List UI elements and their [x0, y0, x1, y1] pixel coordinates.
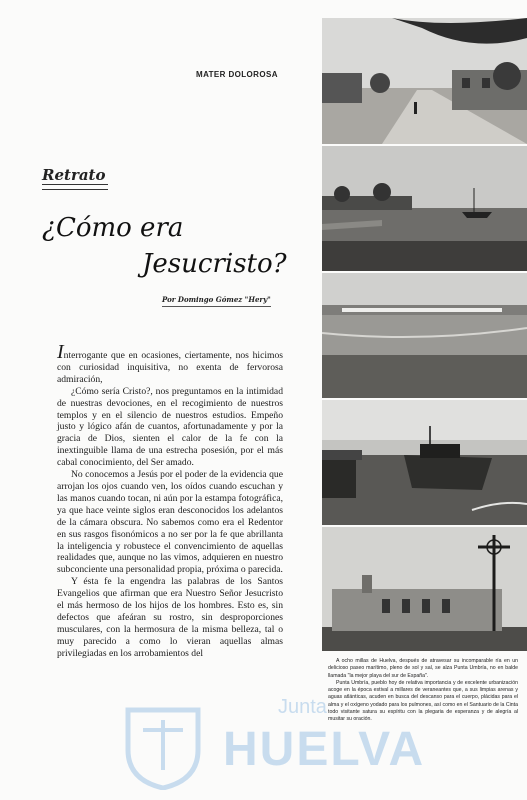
title-line-2: Jesucristo? — [142, 249, 287, 279]
title-line-1: ¿Cómo era — [42, 213, 184, 243]
paragraph-2: ¿Cómo sería Cristo?, nos preguntamos en la intimidad de nuestras devociones, en el recogimiento de nuestros templos y en el silencio de nuestros estudios. Empeño justo y lógico afán de cuantos, afortunadamente y por la gracia de Dios, sienten el calor de la fe con la inextinguible llama de una estrecha posesión, por el más cabal conocimiento, del Ser amado. — [57, 385, 283, 469]
caption-paragraph-2: Punta Umbría, pueblo hoy de relativa importancia y de excelente urbanización acoge en la época estival a millares de veraneantes que, a sus limpias arenas y aguas atlánticas, acuden en busca del descanso para el cuerpo, plácidas para el alma y el oxígeno yodado para los pulmones, así como en el Santuario de la Cinta todo visitante satura su espíritu con la plegaria de esperanza y de alegría al musitar su oración. — [328, 679, 518, 723]
photo-caption — [328, 658, 518, 724]
paragraph-4: Y ésta fe la engendra las palabras de los Santos Evangelios que afirman que era Nuestro Señor Jesucristo el más hermoso de los hijos de los hombres. Esto es, sin defectos que afeáran su rostro, sin desproporciones musculares, con la hermosura de la misma belleza, tal o muy parecido a como lo vieran aquellas almas privilegiadas en los arrobamientos del — [57, 576, 283, 659]
running-title: MATER DOLOROSA — [196, 70, 278, 79]
section-label: Retrato — [42, 166, 106, 184]
section-rule — [42, 184, 108, 190]
photo-sanctuary — [322, 527, 527, 651]
watermark-line-1: Junta — [278, 696, 327, 718]
paragraph-1-text: nterrogante que en ocasiones, ciertamente, nos hicimos con curiosidad inquisitiva, no exenta de fervorosa admiración, — [57, 350, 283, 385]
watermark-line-2: HUELVA — [223, 723, 426, 776]
photo-estuary — [322, 146, 527, 271]
drop-cap: I — [57, 341, 64, 363]
paragraph-3: No conocemos a Jesús por el poder de la evidencia que arrojan los ojos cuando ven, los oídos cuando escuchan y las manos cuando tocan, ni aún por la estampa fotográfica, ya que hace veinte siglos eran desconocidos los adelantos de la cámara obscura. No sabemos como era el Redentor en sus rasgos fisonómicos a no ser por la fe que abrillanta la inteligencia y robustece el convencimiento de aquellas realidades que, aunque no las vimos, adquieren en nuestro subconciente una personalidad propia, próxima o parecida. — [57, 469, 283, 576]
caption-paragraph-1: A ocho millas de Huelva, después de atravesar su incomparable ría en un delicioso paseo marítimo, pleno de sol y sal, se alza Punta Umbría, no en balde llamada "la mejor playa del sur de España". — [328, 658, 518, 679]
article-body — [57, 341, 283, 660]
shield-icon — [118, 700, 208, 790]
article-title — [42, 210, 292, 282]
photo-beach — [322, 273, 527, 398]
photo-street — [322, 18, 527, 144]
byline: Por Domingo Gómez "Hery" — [162, 295, 271, 307]
paragraph-1 — [57, 341, 283, 386]
photo-pier — [322, 400, 527, 525]
